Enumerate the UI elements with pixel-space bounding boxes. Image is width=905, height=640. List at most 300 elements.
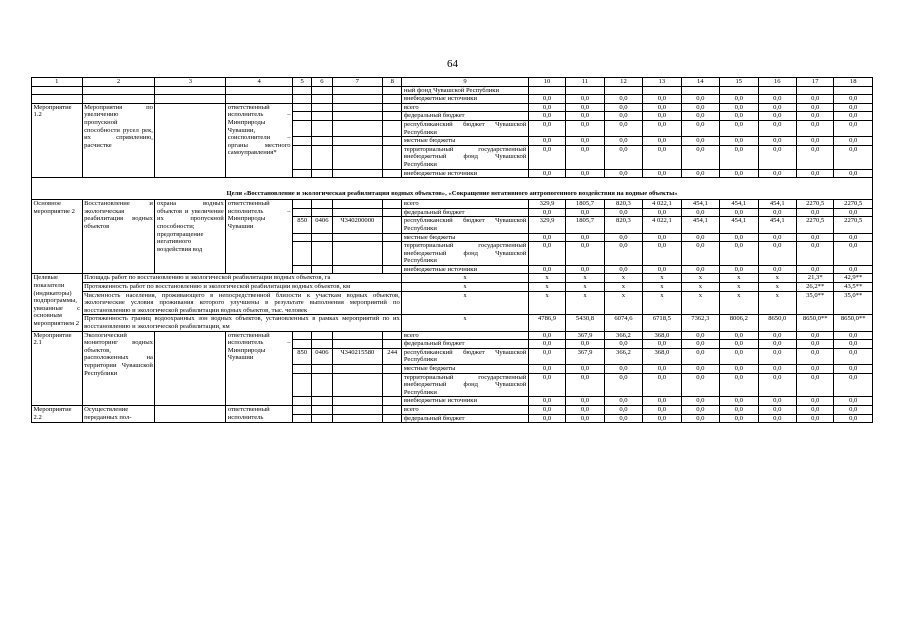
value-cell: 0,0 bbox=[758, 373, 796, 397]
table-cell bbox=[332, 365, 383, 374]
source-cell: местные бюджеты bbox=[402, 137, 529, 146]
source-cell: внебюджетные источники bbox=[402, 265, 529, 274]
value-cell: 0,0 bbox=[566, 112, 604, 121]
value-cell: 0,0 bbox=[528, 145, 565, 169]
table-cell bbox=[383, 120, 402, 136]
indicator-value: x bbox=[566, 274, 604, 283]
value-cell: 0,0 bbox=[720, 242, 758, 266]
value-cell: 0,0 bbox=[681, 208, 719, 217]
indicator-value: x bbox=[643, 274, 681, 283]
value-cell: 0,0 bbox=[566, 414, 604, 423]
indicator-value: x bbox=[566, 291, 604, 315]
column-header: 8 bbox=[383, 78, 402, 87]
indicator-value: 8650,0** bbox=[834, 315, 873, 331]
budget-table bbox=[31, 77, 873, 423]
column-header: 1 bbox=[32, 78, 83, 87]
table-cell bbox=[293, 331, 312, 340]
indicator-value: x bbox=[566, 283, 604, 292]
source-cell: внебюджетные источники bbox=[402, 169, 529, 178]
indicator-text: Площадь работ по восстановлению и экологической реабилитации водных объектов, га bbox=[82, 274, 402, 283]
value-cell: 0,0 bbox=[796, 208, 833, 217]
value-cell: 0,0 bbox=[681, 373, 719, 397]
table-row bbox=[32, 95, 873, 104]
value-cell: 0,0 bbox=[834, 145, 873, 169]
table-cell bbox=[293, 200, 312, 209]
value-cell: 0,0 bbox=[643, 208, 681, 217]
source-cell: федеральный бюджет bbox=[402, 208, 529, 217]
table-cell bbox=[383, 414, 402, 423]
value-cell: 0,0 bbox=[834, 103, 873, 112]
table-cell bbox=[312, 200, 332, 209]
value-cell: 0,0 bbox=[758, 169, 796, 178]
value-cell: 0,0 bbox=[720, 233, 758, 242]
value-cell: 0,0 bbox=[604, 169, 642, 178]
value-cell: 0,0 bbox=[796, 169, 833, 178]
table-cell bbox=[312, 86, 332, 95]
value-cell: 0,0 bbox=[720, 265, 758, 274]
value-cell: 0,0 bbox=[758, 265, 796, 274]
value-cell: 0,0 bbox=[834, 340, 873, 349]
value-cell: 0,0 bbox=[566, 265, 604, 274]
indicator-value: x bbox=[643, 291, 681, 315]
grbs-code: 850 bbox=[293, 217, 312, 233]
table-cell bbox=[383, 95, 402, 104]
table-cell bbox=[312, 169, 332, 178]
table-cell bbox=[383, 145, 402, 169]
table-cell bbox=[383, 340, 402, 349]
value-cell: 0,0 bbox=[758, 414, 796, 423]
value-cell: 0,0 bbox=[643, 242, 681, 266]
value-cell: 0,0 bbox=[758, 137, 796, 146]
value-cell: 0,0 bbox=[681, 242, 719, 266]
table-cell bbox=[32, 86, 83, 95]
column-header: 5 bbox=[293, 78, 312, 87]
table-cell bbox=[155, 86, 226, 95]
grbs-code: 850 bbox=[293, 348, 312, 364]
table-cell bbox=[332, 86, 383, 95]
value-cell: 0,0 bbox=[643, 405, 681, 414]
table-cell bbox=[312, 405, 332, 414]
table-cell bbox=[312, 373, 332, 397]
value-cell: 0,0 bbox=[528, 348, 565, 364]
value-cell: 0,0 bbox=[720, 112, 758, 121]
indicator-value: 8650,0 bbox=[758, 315, 796, 331]
value-cell: 0,0 bbox=[604, 137, 642, 146]
value-cell: 0,0 bbox=[566, 145, 604, 169]
value-cell: 0,0 bbox=[834, 405, 873, 414]
value-cell: 0,0 bbox=[643, 112, 681, 121]
value-cell: 0,0 bbox=[834, 120, 873, 136]
value-cell: 0,0 bbox=[566, 137, 604, 146]
value-cell: 0,0 bbox=[796, 137, 833, 146]
value-cell: 0,0 bbox=[796, 95, 833, 104]
page-number: 64 bbox=[447, 58, 458, 70]
value-cell: 2270,5 bbox=[834, 217, 873, 233]
table-cell bbox=[312, 112, 332, 121]
value-cell: 0,0 bbox=[758, 103, 796, 112]
table-cell bbox=[312, 365, 332, 374]
value-cell: 0,0 bbox=[758, 233, 796, 242]
column-header: 11 bbox=[566, 78, 604, 87]
value-cell: 0,0 bbox=[834, 169, 873, 178]
table-cell bbox=[383, 86, 402, 95]
table-cell bbox=[312, 397, 332, 406]
table-cell bbox=[293, 365, 312, 374]
source-cell: ный фонд Чувашской Республики bbox=[402, 86, 529, 95]
indicator-value: x bbox=[720, 274, 758, 283]
indicator-value: 35,0** bbox=[796, 291, 833, 315]
value-cell: 0,0 bbox=[528, 120, 565, 136]
table-row bbox=[32, 86, 873, 95]
value-cell: 0,0 bbox=[834, 112, 873, 121]
value-cell: 0,0 bbox=[720, 208, 758, 217]
table-cell bbox=[383, 405, 402, 414]
column-header: 17 bbox=[796, 78, 833, 87]
value-cell: 0,0 bbox=[758, 120, 796, 136]
value-cell: 0,0 bbox=[720, 331, 758, 340]
measure-name: Экологический мониторинг водных объектов, расположенных на территории Чувашской Республики bbox=[82, 331, 155, 405]
value-cell: 1805,7 bbox=[566, 200, 604, 209]
source-cell: местные бюджеты bbox=[402, 233, 529, 242]
value-cell: 0,0 bbox=[643, 95, 681, 104]
indicator-text: Протяженность границ водоохранных зон водных объектов, установленных в рамках мероприятий по их восстановлению и экологической реабилитации, км bbox=[84, 315, 400, 331]
table-cell bbox=[293, 103, 312, 112]
value-cell: 0,0 bbox=[834, 242, 873, 266]
value-cell: 0,0 bbox=[528, 397, 565, 406]
value-cell: 0,0 bbox=[604, 103, 642, 112]
value-cell: 367,9 bbox=[566, 348, 604, 364]
value-cell: 0,0 bbox=[681, 169, 719, 178]
indicator-value: 5430,8 bbox=[566, 315, 604, 331]
value-cell: 0,0 bbox=[758, 242, 796, 266]
value-cell: 0,0 bbox=[681, 145, 719, 169]
table-cell bbox=[293, 414, 312, 423]
table-cell bbox=[383, 331, 402, 340]
value-cell: 0,0 bbox=[604, 340, 642, 349]
measure-status: Мероприятие 2.1 bbox=[32, 331, 83, 405]
value-cell: 0,0 bbox=[796, 414, 833, 423]
value-cell: 0,0 bbox=[681, 233, 719, 242]
measure-executor: ответственный исполнитель bbox=[226, 405, 293, 422]
value-cell: 0,0 bbox=[681, 340, 719, 349]
table-cell bbox=[293, 86, 312, 95]
table-cell bbox=[383, 137, 402, 146]
indicator-value: 6074,6 bbox=[604, 315, 642, 331]
value-cell: 0,0 bbox=[796, 348, 833, 364]
value-cell: 0,0 bbox=[643, 233, 681, 242]
table-cell bbox=[528, 86, 565, 95]
column-header: 15 bbox=[720, 78, 758, 87]
value-cell: 0,0 bbox=[758, 397, 796, 406]
value-cell: 0,0 bbox=[566, 95, 604, 104]
table-cell bbox=[293, 405, 312, 414]
value-cell: 0,0 bbox=[566, 233, 604, 242]
table-cell bbox=[293, 112, 312, 121]
source-cell: внебюджетные источники bbox=[402, 397, 529, 406]
value-cell: 0,0 bbox=[643, 373, 681, 397]
indicator-value: 21,3* bbox=[796, 274, 833, 283]
table-cell bbox=[312, 95, 332, 104]
table-cell bbox=[226, 86, 293, 95]
indicator-value: x bbox=[528, 291, 565, 315]
table-cell bbox=[758, 86, 796, 95]
value-cell: 0,0 bbox=[796, 365, 833, 374]
table-cell bbox=[332, 373, 383, 397]
value-cell: 0,0 bbox=[604, 242, 642, 266]
source-cell: федеральный бюджет bbox=[402, 414, 529, 423]
table-cell bbox=[293, 265, 312, 274]
value-cell: 0,0 bbox=[834, 373, 873, 397]
measure-goal bbox=[155, 331, 226, 405]
value-cell: 0,0 bbox=[528, 233, 565, 242]
value-cell: 0,0 bbox=[681, 331, 719, 340]
table-cell bbox=[312, 331, 332, 340]
source-cell: всего bbox=[402, 405, 529, 414]
table-cell bbox=[643, 86, 681, 95]
value-cell: 0,0 bbox=[566, 373, 604, 397]
value-cell: 0,0 bbox=[528, 169, 565, 178]
measure-executor: ответственный исполнитель – Минприроды Чувашии bbox=[226, 331, 293, 405]
value-cell: 0,0 bbox=[758, 208, 796, 217]
value-cell: 0,0 bbox=[566, 103, 604, 112]
indicator-value: x bbox=[643, 283, 681, 292]
value-cell: 368,0 bbox=[643, 331, 681, 340]
value-cell: 0,0 bbox=[604, 365, 642, 374]
table-cell bbox=[293, 233, 312, 242]
indicator-text: Численность населения, проживающего в непосредственной близости к участкам водных объектов, экологические условия проживания которого улучшены в результате выполнения мероприятий по восстановлению и экологической реабилитации водных объектов, тыс. человек bbox=[84, 291, 400, 314]
value-cell: 0,0 bbox=[643, 103, 681, 112]
value-cell: 0,0 bbox=[681, 348, 719, 364]
table-cell bbox=[82, 86, 155, 95]
value-cell: 329,9 bbox=[528, 200, 565, 209]
rzpr-code: 0406 bbox=[312, 217, 332, 233]
table-cell bbox=[155, 405, 226, 422]
value-cell: 0,0 bbox=[528, 340, 565, 349]
table-cell bbox=[332, 397, 383, 406]
value-cell: 366,2 bbox=[604, 331, 642, 340]
table-cell bbox=[383, 208, 402, 217]
indicator-value: x bbox=[720, 283, 758, 292]
indicator-value: x bbox=[758, 274, 796, 283]
source-cell: федеральный бюджет bbox=[402, 340, 529, 349]
indicator-value: x bbox=[528, 283, 565, 292]
table-cell bbox=[293, 397, 312, 406]
table-cell bbox=[293, 145, 312, 169]
value-cell: 0,0 bbox=[643, 397, 681, 406]
indicator-value: x bbox=[528, 274, 565, 283]
value-cell: 0,0 bbox=[604, 112, 642, 121]
table-cell bbox=[834, 86, 873, 95]
table-cell bbox=[293, 242, 312, 266]
column-header: 4 bbox=[226, 78, 293, 87]
value-cell: 0,0 bbox=[720, 120, 758, 136]
column-header: 14 bbox=[681, 78, 719, 87]
value-cell: 0,0 bbox=[528, 242, 565, 266]
value-cell: 0,0 bbox=[528, 365, 565, 374]
table-cell bbox=[383, 373, 402, 397]
table-cell bbox=[312, 145, 332, 169]
value-cell: 0,0 bbox=[528, 373, 565, 397]
table-cell bbox=[383, 103, 402, 112]
measure-executor: ответственный исполнитель – Минприроды Чувашии, соисполнители – органы местного самоуправления* bbox=[226, 103, 293, 177]
vr-code: 244 bbox=[383, 348, 402, 364]
column-header: 2 bbox=[82, 78, 155, 87]
table-cell bbox=[566, 86, 604, 95]
table-cell bbox=[332, 103, 383, 112]
indicator-value: x bbox=[402, 274, 529, 283]
value-cell: 820,3 bbox=[604, 217, 642, 233]
value-cell: 0,0 bbox=[643, 265, 681, 274]
source-cell: территориальный государственный внебюджетный фонд Чувашской Республики bbox=[403, 373, 527, 396]
value-cell: 0,0 bbox=[681, 405, 719, 414]
value-cell: 0,0 bbox=[834, 414, 873, 423]
value-cell: 0,0 bbox=[834, 365, 873, 374]
indicator-text: Протяженность работ по восстановлению и экологической реабилитации водных объектов, км bbox=[82, 283, 402, 292]
indicator-value: x bbox=[720, 291, 758, 315]
table-cell bbox=[332, 414, 383, 423]
table-row bbox=[32, 315, 873, 331]
table-row bbox=[32, 283, 873, 292]
table-cell bbox=[293, 95, 312, 104]
value-cell: 368,0 bbox=[643, 348, 681, 364]
source-cell: республиканский бюджет Чувашской Республики bbox=[403, 217, 527, 232]
value-cell: 454,1 bbox=[720, 200, 758, 209]
value-cell: 0,0 bbox=[796, 397, 833, 406]
table-cell bbox=[312, 120, 332, 136]
value-cell: 0,0 bbox=[643, 137, 681, 146]
value-cell: 0,0 bbox=[834, 265, 873, 274]
value-cell: 0,0 bbox=[834, 397, 873, 406]
value-cell: 0,0 bbox=[796, 242, 833, 266]
table-cell bbox=[312, 137, 332, 146]
source-cell: республиканский бюджет Чувашской Республики bbox=[403, 120, 527, 136]
value-cell: 454,1 bbox=[681, 217, 719, 233]
value-cell: 0,0 bbox=[720, 414, 758, 423]
value-cell: 0,0 bbox=[643, 340, 681, 349]
table-cell bbox=[332, 265, 383, 274]
value-cell: 0,0 bbox=[720, 169, 758, 178]
source-cell: всего bbox=[402, 331, 529, 340]
source-cell: федеральный бюджет bbox=[402, 112, 529, 121]
source-cell: территориальный государственный внебюджетный фонд Чувашской Республики bbox=[403, 242, 527, 265]
indicator-value: x bbox=[604, 291, 642, 315]
value-cell: 329,9 bbox=[528, 217, 565, 233]
table-cell bbox=[383, 112, 402, 121]
value-cell: 0,0 bbox=[758, 405, 796, 414]
column-header: 6 bbox=[312, 78, 332, 87]
indicator-value: x bbox=[402, 283, 529, 292]
indicator-value: x bbox=[758, 291, 796, 315]
table-cell bbox=[383, 233, 402, 242]
value-cell: 0,0 bbox=[834, 233, 873, 242]
column-header: 18 bbox=[834, 78, 873, 87]
value-cell: 0,0 bbox=[566, 397, 604, 406]
value-cell: 0,0 bbox=[604, 120, 642, 136]
measure-name: Мероприятия по увеличению пропускной способности русел рек, их спрямлению, расчистке bbox=[82, 103, 155, 177]
value-cell: 0,0 bbox=[720, 397, 758, 406]
table-cell bbox=[604, 86, 642, 95]
value-cell: 0,0 bbox=[834, 331, 873, 340]
value-cell: 0,0 bbox=[834, 208, 873, 217]
value-cell: 0,0 bbox=[604, 233, 642, 242]
table-row bbox=[32, 331, 873, 340]
value-cell: 0,0 bbox=[604, 145, 642, 169]
value-cell: 0,0 bbox=[566, 365, 604, 374]
measure-executor: ответственный исполнитель – Минприроды Чувашии bbox=[226, 200, 293, 274]
table-row bbox=[32, 178, 873, 200]
value-cell: 454,1 bbox=[720, 217, 758, 233]
value-cell: 0,0 bbox=[528, 405, 565, 414]
table-cell bbox=[312, 233, 332, 242]
table-cell bbox=[312, 265, 332, 274]
indicator-value: 4786,9 bbox=[528, 315, 565, 331]
table-cell bbox=[293, 137, 312, 146]
value-cell: 0,0 bbox=[796, 103, 833, 112]
table-cell bbox=[293, 169, 312, 178]
value-cell: 4 022,1 bbox=[643, 200, 681, 209]
table-cell bbox=[155, 95, 226, 104]
value-cell: 0,0 bbox=[796, 233, 833, 242]
value-cell: 0,0 bbox=[566, 120, 604, 136]
value-cell: 0,0 bbox=[528, 103, 565, 112]
csr-code: Ч340215580 bbox=[332, 348, 383, 364]
value-cell: 0,0 bbox=[758, 95, 796, 104]
table-cell bbox=[312, 103, 332, 112]
table-cell bbox=[332, 200, 383, 209]
value-cell: 2270,5 bbox=[796, 217, 833, 233]
indicator-value: 8650,0** bbox=[796, 315, 833, 331]
value-cell: 0,0 bbox=[681, 95, 719, 104]
value-cell: 0,0 bbox=[720, 137, 758, 146]
value-cell: 0,0 bbox=[796, 405, 833, 414]
value-cell: 0,0 bbox=[681, 120, 719, 136]
value-cell: 0,0 bbox=[758, 331, 796, 340]
source-cell: всего bbox=[402, 200, 529, 209]
value-cell: 820,3 bbox=[604, 200, 642, 209]
table-cell bbox=[796, 86, 833, 95]
indicator-value: x bbox=[758, 283, 796, 292]
indicator-value: 35,0** bbox=[834, 291, 873, 315]
value-cell: 0,0 bbox=[834, 348, 873, 364]
value-cell: 0,0 bbox=[681, 365, 719, 374]
value-cell: 454,1 bbox=[758, 200, 796, 209]
value-cell: 0,0 bbox=[643, 120, 681, 136]
value-cell: 0,0 bbox=[758, 348, 796, 364]
value-cell: 0,0 bbox=[681, 414, 719, 423]
table-cell bbox=[312, 414, 332, 423]
value-cell: 0,0 bbox=[720, 373, 758, 397]
table-cell bbox=[383, 265, 402, 274]
value-cell: 0,0 bbox=[528, 208, 565, 217]
table-cell bbox=[383, 365, 402, 374]
value-cell: 0,0 bbox=[566, 242, 604, 266]
table-cell bbox=[332, 331, 383, 340]
value-cell: 0,0 bbox=[720, 348, 758, 364]
vr-code bbox=[383, 217, 402, 233]
value-cell: 0,0 bbox=[566, 169, 604, 178]
table-cell bbox=[383, 242, 402, 266]
value-cell: 0,0 bbox=[643, 169, 681, 178]
value-cell: 4 022,1 bbox=[643, 217, 681, 233]
value-cell: 0,0 bbox=[643, 414, 681, 423]
indicator-value: x bbox=[604, 274, 642, 283]
table-cell bbox=[312, 208, 332, 217]
value-cell: 0,0 bbox=[604, 208, 642, 217]
indicator-value: x bbox=[681, 291, 719, 315]
csr-code: Ч340200000 bbox=[332, 217, 383, 233]
value-cell: 367,9 bbox=[566, 331, 604, 340]
value-cell: 454,1 bbox=[681, 200, 719, 209]
